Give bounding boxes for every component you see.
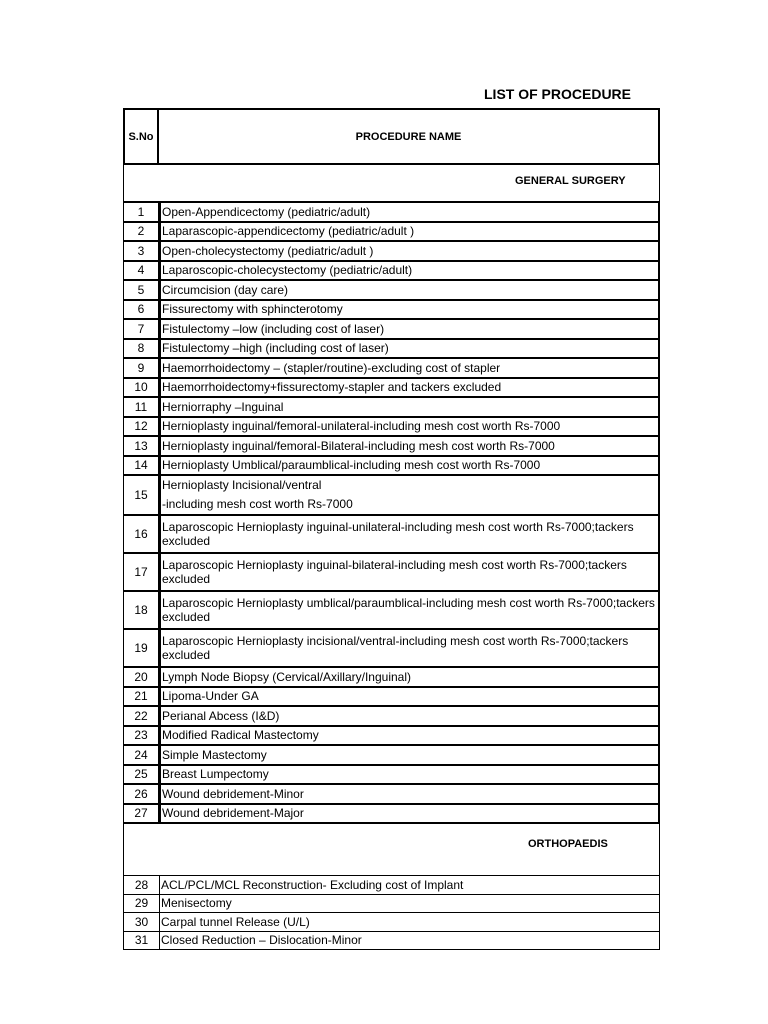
sno-cell: 16: [124, 515, 160, 553]
sno-cell: 26: [124, 784, 160, 804]
sno-cell: 14: [124, 456, 160, 476]
sno-cell: 10: [124, 378, 160, 398]
procedure-cell: Herniorraphy –Inguinal: [160, 397, 660, 417]
procedure-cell: Menisectomy: [160, 894, 660, 913]
procedure-cell: Fistulectomy –high (including cost of laser): [160, 339, 660, 359]
table-row: [124, 300, 660, 320]
orthopaedics-table: [123, 875, 660, 950]
sno-cell: 24: [124, 745, 160, 765]
table-row: [124, 417, 660, 437]
procedure-cell: Modified Radical Mastectomy: [160, 726, 660, 746]
table-header: [123, 108, 660, 165]
sno-cell: 31: [124, 931, 160, 950]
table-row: [124, 706, 660, 726]
sno-cell: 22: [124, 706, 160, 726]
sno-cell: 2: [124, 222, 160, 242]
sno-cell: 27: [124, 804, 160, 824]
table-row: [124, 456, 660, 476]
column-header-sno: S.No: [125, 110, 159, 163]
table-row: [124, 222, 660, 242]
table-row: [124, 319, 660, 339]
section-header-orthopaedis: [123, 819, 660, 875]
section-label: ORTHOPAEDIS: [528, 838, 608, 850]
procedure-line: -including mesh cost worth Rs-7000: [162, 497, 353, 511]
procedure-cell: Fistulectomy –low (including cost of laser): [160, 319, 660, 339]
sno-cell: 23: [124, 726, 160, 746]
sno-cell: 6: [124, 300, 160, 320]
table-row: [124, 241, 660, 261]
sno-cell: 28: [124, 876, 160, 895]
column-header-procedure-name: PROCEDURE NAME: [355, 130, 462, 143]
procedure-cell: Laparoscopic Hernioplasty incisional/ventral-including mesh cost worth Rs-7000;tackers excluded: [160, 629, 660, 667]
table-row: [124, 378, 660, 398]
procedure-cell: Laparoscopic Hernioplasty inguinal-bilateral-including mesh cost worth Rs-7000;tackers excluded: [160, 553, 660, 591]
table-row: [124, 931, 660, 950]
table-row: [124, 894, 660, 913]
sno-cell: 25: [124, 765, 160, 785]
procedure-cell: Hernioplasty inguinal/femoral-unilateral-including mesh cost worth Rs-7000: [160, 417, 660, 437]
table-row: [124, 280, 660, 300]
procedure-cell: Haemorrhoidectomy+fissurectomy-stapler and tackers excluded: [160, 378, 660, 398]
table-row: [124, 687, 660, 707]
table-row: [124, 876, 660, 895]
sno-cell: 15: [124, 475, 160, 515]
sno-cell: 21: [124, 687, 160, 707]
procedure-cell: Wound debridement-Minor: [160, 784, 660, 804]
procedure-cell: Hernioplasty inguinal/femoral-Bilateral-including mesh cost worth Rs-7000: [160, 436, 660, 456]
sno-cell: 19: [124, 629, 160, 667]
procedure-cell: Lymph Node Biopsy (Cervical/Axillary/Inguinal): [160, 667, 660, 687]
table-row: [124, 784, 660, 804]
sno-cell: 30: [124, 913, 160, 932]
procedure-cell: Open-Appendicectomy (pediatric/adult): [160, 202, 660, 222]
general-surgery-table: [123, 201, 660, 824]
procedure-cell: Haemorrhoidectomy – (stapler/routine)-excluding cost of stapler: [160, 358, 660, 378]
procedure-cell: ACL/PCL/MCL Reconstruction- Excluding cost of Implant: [160, 876, 660, 895]
procedure-cell: Laparoscopic Hernioplasty inguinal-unilateral-including mesh cost worth Rs-7000;tackers excluded: [160, 515, 660, 553]
table-row: [124, 745, 660, 765]
table-row: [124, 629, 660, 667]
procedure-line: Hernioplasty Incisional/ventral: [162, 478, 322, 492]
procedure-cell: Breast Lumpectomy: [160, 765, 660, 785]
procedure-cell: Circumcision (day care): [160, 280, 660, 300]
table-row: [124, 358, 660, 378]
procedure-cell: Fissurectomy with sphincterotomy: [160, 300, 660, 320]
table-row: [124, 475, 660, 515]
table-row: [124, 515, 660, 553]
table-row: [124, 202, 660, 222]
table-row: [124, 726, 660, 746]
sno-cell: 12: [124, 417, 160, 437]
section-header-general-surgery: [123, 165, 660, 201]
table-row: [124, 339, 660, 359]
procedure-cell: Laparoscopic Hernioplasty umblical/paraumblical-including mesh cost worth Rs-7000;tackers excluded: [160, 591, 660, 629]
sno-cell: 8: [124, 339, 160, 359]
sno-cell: 17: [124, 553, 160, 591]
table-row: [124, 765, 660, 785]
table-row: [124, 436, 660, 456]
procedure-cell: Carpal tunnel Release (U/L): [160, 913, 660, 932]
table-row: [124, 667, 660, 687]
sno-cell: 1: [124, 202, 160, 222]
page-title: LIST OF PROCEDURE: [484, 86, 632, 102]
procedure-cell: Closed Reduction – Dislocation-Minor: [160, 931, 660, 950]
table-row: [124, 553, 660, 591]
sno-cell: 4: [124, 261, 160, 281]
sno-cell: 11: [124, 397, 160, 417]
procedure-cell: Open-cholecystectomy (pediatric/adult ): [160, 241, 660, 261]
procedure-cell: Laparascopic-appendicectomy (pediatric/adult ): [160, 222, 660, 242]
sno-cell: 13: [124, 436, 160, 456]
procedure-cell: Wound debridement-Major: [160, 804, 660, 824]
section-label: GENERAL SURGERY: [515, 175, 626, 187]
sno-cell: 7: [124, 319, 160, 339]
table-row: [124, 397, 660, 417]
procedure-cell: Perianal Abcess (I&D): [160, 706, 660, 726]
procedure-cell: Lipoma-Under GA: [160, 687, 660, 707]
sno-cell: 18: [124, 591, 160, 629]
table-row: [124, 913, 660, 932]
procedure-cell: Laparoscopic-cholecystectomy (pediatric/adult): [160, 261, 660, 281]
sno-cell: 29: [124, 894, 160, 913]
table-row: [124, 591, 660, 629]
table-row: [124, 261, 660, 281]
sno-cell: 5: [124, 280, 160, 300]
sno-cell: 3: [124, 241, 160, 261]
procedure-cell: [160, 475, 660, 515]
sno-cell: 20: [124, 667, 160, 687]
procedure-cell: Hernioplasty Umblical/paraumblical-including mesh cost worth Rs-7000: [160, 456, 660, 476]
procedure-cell: Simple Mastectomy: [160, 745, 660, 765]
sno-cell: 9: [124, 358, 160, 378]
